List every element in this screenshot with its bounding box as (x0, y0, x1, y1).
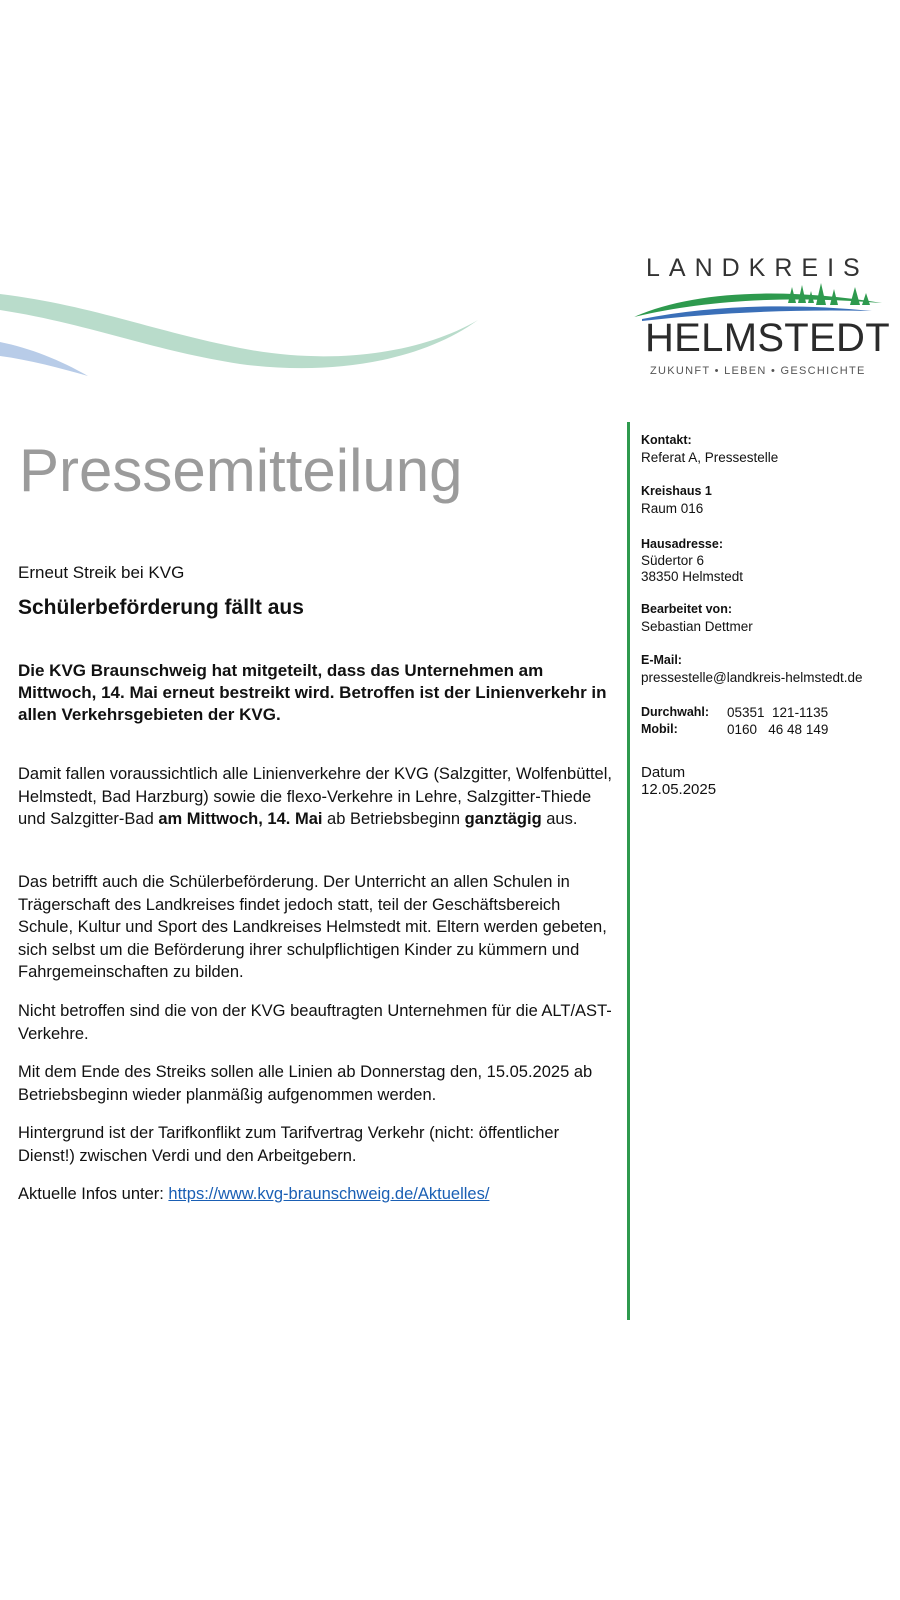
sidebar-kreishaus: Kreishaus 1 Raum 016 (641, 484, 712, 516)
sidebar-bearbeitet: Bearbeitet von: Sebastian Dettmer (641, 602, 753, 634)
logo-helmstedt-text: HELMSTEDT (645, 316, 890, 360)
email-address[interactable]: pressestelle@landkreis-helmstedt.de (641, 670, 863, 685)
logo-tagline: ZUKUNFT • LEBEN • GESCHICHTE (650, 365, 866, 377)
paragraph-4: Mit dem Ende des Streiks sollen alle Linien ab Donnerstag den, 15.05.2025 ab Betriebsbeginn wieder planmäßig aufgenommen werden. (18, 1063, 593, 1104)
infos-line: Aktuelle Infos unter: https://www.kvg-braunschweig.de/Aktuelles/ (18, 1185, 490, 1203)
paragraph-3: Nicht betroffen sind die von der KVG beauftragten Unternehmen für die ALT/AST-Verkehre. (18, 1002, 612, 1043)
sidebar-datum: Datum 12.05.2025 (641, 764, 717, 798)
page-title: Pressemitteilung (19, 437, 463, 504)
durchwahl-number: 05351 121-1135 (727, 705, 829, 720)
header-waves (0, 280, 500, 390)
lead-paragraph: Die KVG Braunschweig hat mitgeteilt, dass das Unternehmen am Mittwoch, 14. Mai erneut bestreikt wird. Betroffen ist der Linienverkehr in allen Verkehrsgebieten der KVG. (18, 661, 607, 724)
sidebar-divider (627, 422, 630, 1320)
kvg-aktuelles-link[interactable]: https://www.kvg-braunschweig.de/Aktuelles/ (168, 1185, 490, 1203)
sidebar-phone: Durchwahl: 05351 121-1135 Mobil: 0160 46 48 149 (641, 705, 829, 737)
sidebar-kontakt: Kontakt: Referat A, Pressestelle (641, 433, 779, 465)
headline: Schülerbeförderung fällt aus (18, 596, 304, 619)
logo-landkreis-text: LANDKREIS (646, 254, 869, 282)
subtitle: Erneut Streik bei KVG (18, 563, 185, 582)
date-value: 12.05.2025 (641, 781, 717, 798)
mobil-number: 0160 46 48 149 (727, 722, 829, 737)
sidebar-email: E-Mail: pressestelle@landkreis-helmstedt.de (641, 653, 863, 685)
sidebar-hausadresse: Hausadresse: Südertor 6 38350 Helmstedt (641, 537, 744, 584)
paragraph-2: Das betrifft auch die Schülerbeförderung. Der Unterricht an allen Schulen in Trägerschaft des Landkreises findet jedoch statt, teil der Geschäftsbereich Schule, Kultur und Sport des Landkreises Helmstedt mit. Eltern werden gebeten, sich selbst um die Beförderung ihrer schulpflichtigen Kinder zu kümmern und Fahrgemeinschaften zu bilden. (18, 873, 607, 981)
paragraph-5: Hintergrund ist der Tarifkonflikt zum Tarifvertrag Verkehr (nicht: öffentlicher Dienst!) zwischen Verdi und den Arbeitgebern. (18, 1124, 560, 1165)
paragraph-1: Damit fallen voraussichtlich alle Linienverkehre der KVG (Salzgitter, Wolfenbüttel, Helmstedt, Bad Harzburg) sowie die flexo-Verkehre in Lehre, Salzgitter-Thiede und Salzgitter-Bad am Mittwoch, 14. Mai ab Betriebsbeginn ganztägig aus. (18, 765, 612, 828)
